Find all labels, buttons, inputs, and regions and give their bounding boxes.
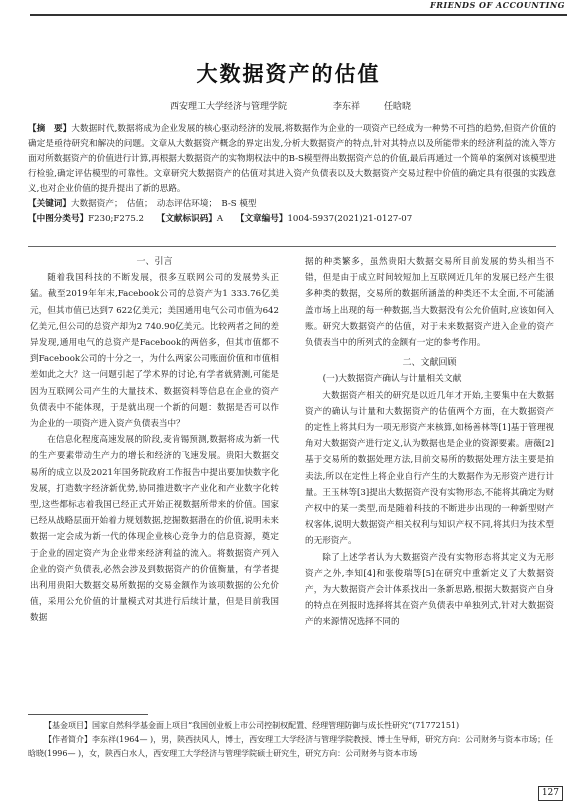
- abstract-text: 大数据时代,数据将成为企业发展的核心驱动经济的发展,将数据作为企业的一项资产已经成为一种势不可挡的趋势,但资产价值的确定是亟待研究和解决的问题。文章从大数据资产概念的界定出发,分析大数据资产的特点,针对其特点以及所能带来的经济利益的流入等方面对所数据资产的价值进行计算,再根据大数据资产的实物期权法中的B-S模型得出数据资产总的价值,最后再通过一个简单的案例对该模型进行检验,确定评估模型的可靠性。文章研究大数据资产的估值对其进入资产负债表以及大数据资产交易过程中价值的确定具有很强的实践意义,也对企业价值的提升提出了新的思路。: [28, 124, 556, 194]
- body-paragraph: 随着我国科技的不断发展，很多互联网公司的发展势头正猛。截至2019年年末,Facebook公司的总资产为1 333.76亿美元，但其市值已达到7 622亿美元；美国通用电气公司市值为642亿美元,但公司的总资产却为2 740.90亿美元。比较两者之间的差异发现,通用电气的总资产是Facebook的两倍多，但其市值都不到Facebook公司的十分之一，为什么两家公司账面价值和市值相差如此之大？这一问题引起了学术界的讨论,有学者就猜测,可能是因为互联网公司产生的大量技术、数据资料等信息在企业的资产负债表中不能体现，于是就出现一个新的问题：数据是否可以作为企业的一项资产进入资产负债表当中？: [30, 273, 279, 430]
- body-paragraph: 大数据资产相关的研究是以近几年才开始,主要集中在大数据资产的确认与计量和大数据资产的估值两个方面，在大数据资产的定性上将其归为一项无形资产来核算,如杨善林等[1]基于管理视角对大数据资产进行定义,认为数据也是企业的资源要素。唐薇[2]基于交易所的数据处理方法,目前交易所的数据处理方法主要是拍卖法,所以在定性上将企业自行产生的大数据作为无形资产进行计量。王玉林等[3]提出大数据资产没有实物形态,不能将其确定为财产权中的某一类型,而是随着科技的不断进步出现的一种新型财产权客体,说明大数据资产相关权利与知识产权不同,将其归为技术型的无形资产。: [305, 390, 554, 547]
- author-bio-footnote: [28, 733, 556, 761]
- bio-label: 【作者简介】: [44, 735, 92, 744]
- footnotes: [28, 719, 556, 761]
- fund-label: 【基金项目】: [44, 721, 92, 730]
- keywords-text: 大数据资产； 估值； 动态评估环境； B-S 模型: [70, 199, 257, 209]
- classification-line: [28, 212, 556, 227]
- keywords-line: [28, 197, 556, 212]
- fund-footnote: [28, 719, 556, 733]
- footnote-divider: [28, 714, 148, 715]
- section-heading-literature: 二、文献回顾: [402, 358, 457, 369]
- body-paragraph: 除了上述学者认为大数据资产没有实物形态将其定义为无形资产之外,李知[4]和张俊瑞等[5]在研究中重新定义了大数据资产，为大数据资产会计体系找出一条新思路,根据大数据资产自身的特点在列报时选择将其在资产负债表中单独列式,针对大数据资产的来源情况选择不同的: [305, 552, 554, 628]
- fund-text: 国家自然科学基金面上项目“我国创业板上市公司控制权配置、经理管理防御与成长性研究”(71772151): [92, 721, 460, 730]
- clc-value: F230;F275.2: [88, 214, 144, 224]
- page-number: 127: [538, 786, 563, 801]
- article-no-value: 1004-5937(2021)21-0127-07: [287, 214, 413, 224]
- doc-code-value: A: [216, 214, 224, 224]
- abstract-label: 【摘 要】: [28, 124, 72, 134]
- running-title: FRIENDS OF ACCOUNTING: [430, 0, 565, 10]
- doc-code-label: 【文献标识码】: [156, 214, 217, 224]
- body-paragraph: 据的种类繁多，虽然贵阳大数据交易所目前发展的势头相当不错，但是由于成立时间较短加上互联网近几年的发展已经产生很多种类的数据，交易所的数据所涵盖的种类还不太全面,不可能涵盖市场上出现的每一种数据,当大数据没有公允价值时,应该如何入账。研究大数据资产的估值，对于未来数据资产进入企业的资产负债表当中的所列式的金额有一定的参考作用。: [305, 257, 554, 349]
- left-column: [30, 254, 279, 627]
- author-affiliation: 西安理工大学经济与管理学院: [170, 102, 288, 112]
- abstract-divider: [28, 246, 556, 247]
- abstract-paragraph: [28, 122, 556, 197]
- bio-text: 李东祥(1964— )，男，陕西扶风人，博士，西安理工大学经济与管理学院教授、博士生导师，研究方向：公司财务与资本市场；任晗晓(1996— )，女，陕西白水人，西安理工大学经济与管理学院硕士研究生，研究方向：公司财务与资本市场: [28, 735, 554, 758]
- body-paragraph: 在信息化程度高速发展的阶段,麦肯锡预测,数据将成为新一代的生产要素带动生产力的增长和经济的飞速发展。贵阳大数据交易所的成立以及2021年国务院政府工作报告中提出要加快数字化发展，打造数字经济新优势,协同推进数字产业化和产业数字化转型,这些都标志着我国已经正式开始正视数据所带来的价值。国家已经从战略层面开始着力规划数据,挖掘数据潜在的价值,说明未来数据一定会成为新一代的体现企业核心竞争力的信息资源，奠定于企业的固定资产为企业带来经济利益的流入。将数据资产列入企业的资产负债表,必然会涉及到数据资产的价值衡量，有学者提出利用贵阳大数据交易所数据的交易金额作为该项数据的公允价值，采用公允价值的计量模式对其进行后续计量，但是目前我国数据: [30, 435, 279, 624]
- keywords-label: 【关键词】: [28, 199, 71, 209]
- section-heading-introduction: 一、引言: [136, 257, 173, 267]
- subsection-heading: (一)大数据资产确认与计量相关文献: [322, 374, 462, 385]
- abstract-block: [28, 122, 556, 227]
- author-name-1: 李东祥: [333, 102, 361, 112]
- article-no-label: 【文章编号】: [235, 214, 288, 224]
- paper-title: 大数据资产的估值: [196, 62, 381, 86]
- right-column: [305, 254, 554, 631]
- clc-label: 【中图分类号】: [28, 214, 89, 224]
- author-name-2: 任晗晓: [384, 102, 412, 112]
